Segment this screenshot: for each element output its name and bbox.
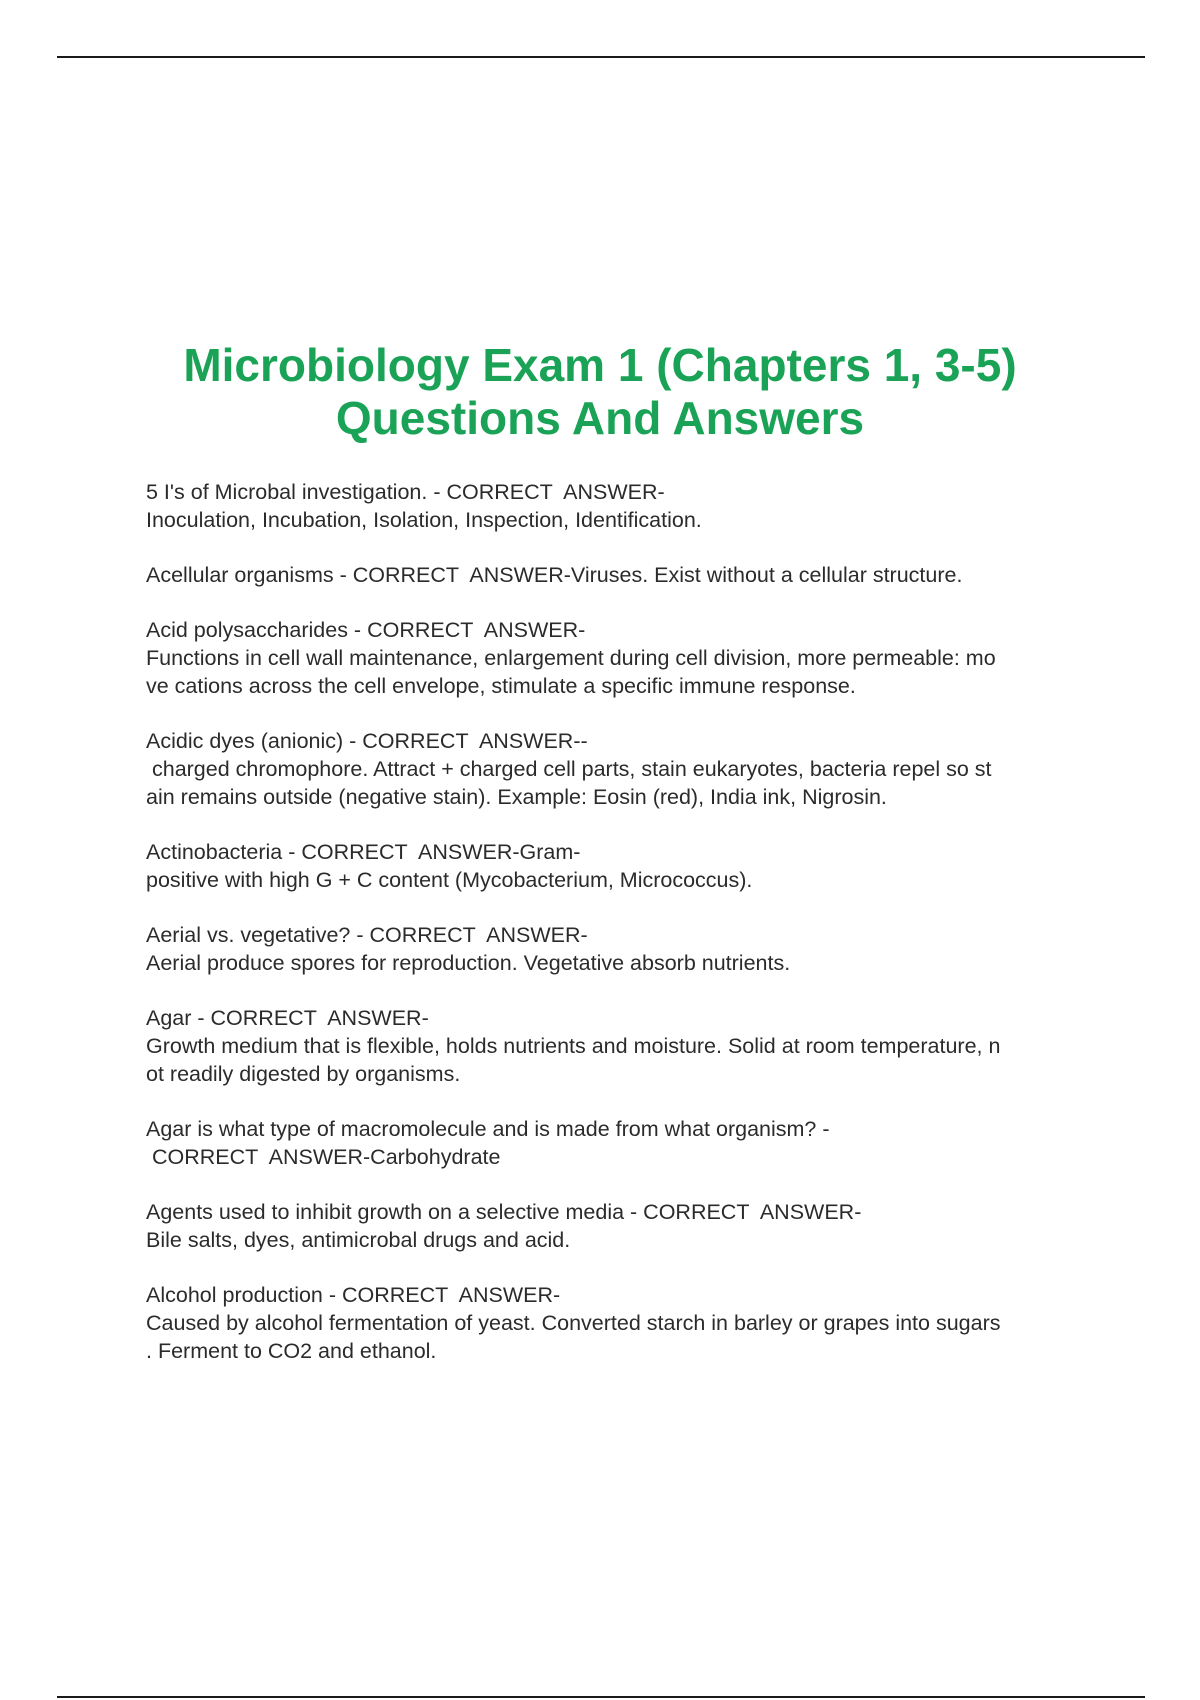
qa-item: 5 I's of Microbal investigation. - CORRECT ANSWER- Inoculation, Incubation, Isolation, Inspection, Identification. [146,480,702,532]
qa-item: Acid polysaccharides - CORRECT ANSWER- Functions in cell wall maintenance, enlargement during cell division, more permeable: mo ve cations across the cell envelope, stimulate a specific immune response. [146,618,996,698]
top-divider [57,56,1145,58]
qa-item: Aerial vs. vegetative? - CORRECT ANSWER- Aerial produce spores for reproduction. Vegetative absorb nutrients. [146,923,791,975]
bottom-divider [57,1696,1145,1698]
qa-item: Agar is what type of macromolecule and is made from what organism? - CORRECT ANSWER-Carbohydrate [146,1117,830,1169]
qa-item: Agents used to inhibit growth on a selective media - CORRECT ANSWER- Bile salts, dyes, antimicrobal drugs and acid. [146,1200,862,1252]
qa-list [146,478,1091,1392]
qa-item: Actinobacteria - CORRECT ANSWER-Gram- positive with high G + C content (Mycobacterium, Micrococcus). [146,840,753,892]
qa-item: Agar - CORRECT ANSWER- Growth medium that is flexible, holds nutrients and moisture. Solid at room temperature, n ot readily digested by organisms. [146,1006,1001,1086]
title-line-1: Microbiology Exam 1 (Chapters 1, 3-5) [183,339,1017,391]
qa-item: Acellular organisms - CORRECT ANSWER-Viruses. Exist without a cellular structure. [146,563,963,587]
qa-item: Alcohol production - CORRECT ANSWER- Caused by alcohol fermentation of yeast. Converted starch in barley or grapes into sugars . Ferment to CO2 and ethanol. [146,1283,1001,1363]
qa-item: Acidic dyes (anionic) - CORRECT ANSWER-- charged chromophore. Attract + charged cell parts, stain eukaryotes, bacteria repel so st ain remains outside (negative stain). Example: Eosin (red), India ink, Nigrosin. [146,729,992,809]
title-line-2: Questions And Answers [335,392,865,444]
document-title [0,339,1200,445]
